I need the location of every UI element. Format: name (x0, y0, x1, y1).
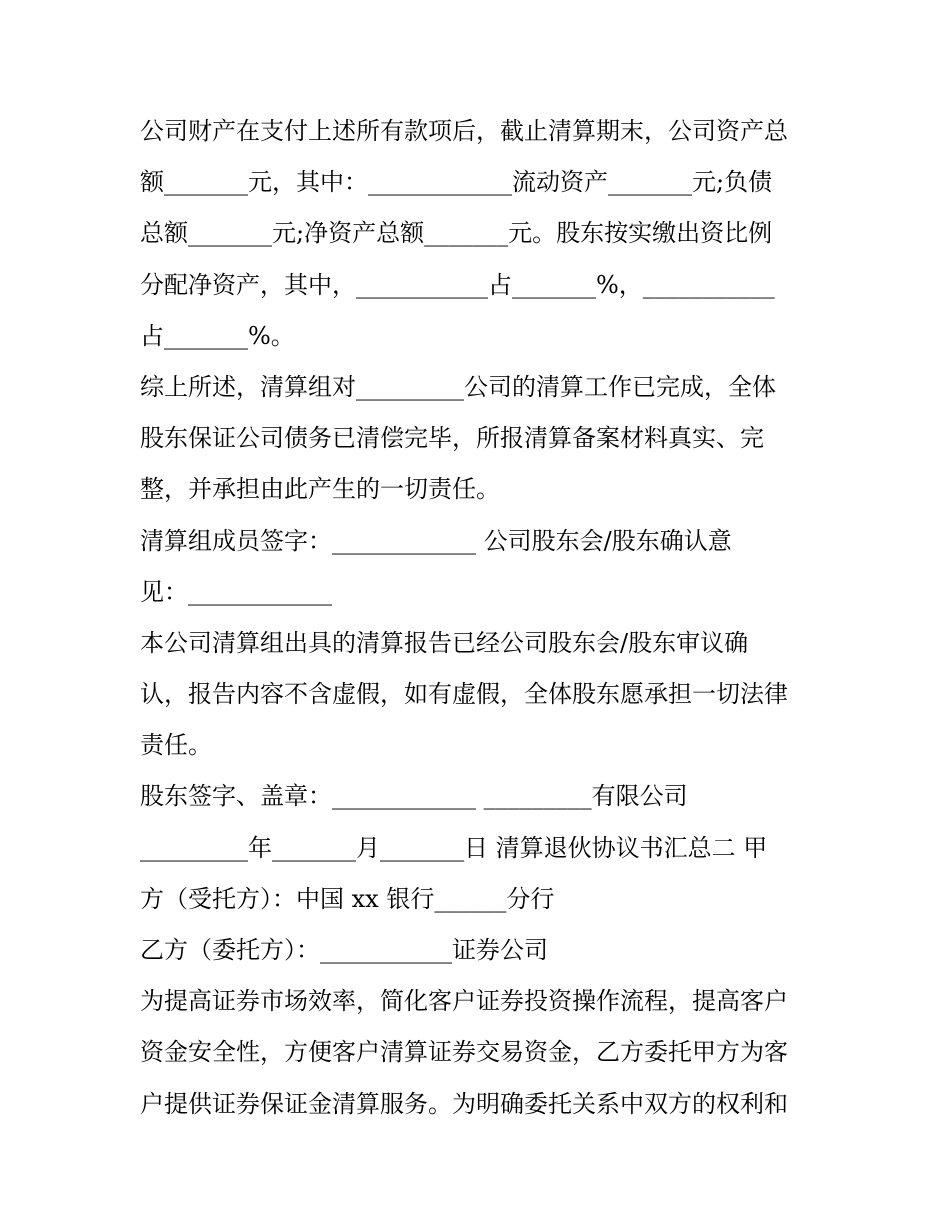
text-line: 公司财产在支付上述所有款项后，截止清算期末，公司资产总 (140, 117, 788, 145)
text-line: 股东签字、盖章：____________ _________有限公司 (140, 782, 688, 811)
text-line: 股东保证公司债务已清偿完毕，所报清算备案材料真实、完 (140, 424, 764, 453)
text-line: 方（受托方）：中国 xx 银行______分行 (140, 884, 555, 913)
text-line: 整，并承担由此产生的一切责任。 (140, 475, 500, 504)
text-line: 认，报告内容不含虚假，如有虚假，全体股东愿承担一切法律 (140, 680, 788, 709)
document-body (140, 106, 820, 1130)
text-line: 本公司清算组出具的清算报告已经公司股东会/股东审议确 (140, 628, 749, 657)
text-line: 综上所述，清算组对_________公司的清算工作已完成，全体 (140, 372, 776, 401)
text-line: 乙方（委托方）：___________证券公司 (140, 936, 548, 964)
text-line: 额_______元，其中：____________流动资产_______元;负债 (140, 168, 773, 197)
text-line: _________年_______月_______日 清算退伙协议书汇总二 甲 (140, 833, 768, 862)
text-line: 资金安全性，方便客户清算证券交易资金，乙方委托甲方为客 (140, 1038, 788, 1067)
text-line: 见：____________ (140, 577, 332, 606)
text-line: 责任。 (140, 731, 212, 760)
text-line: 占_______%。 (140, 321, 295, 350)
text-line: 总额_______元;净资产总额_______元。股东按实缴出资比例 (140, 219, 773, 248)
text-line: 户提供证券保证金清算服务。为明确委托关系中双方的权利和 (140, 1089, 788, 1118)
text-line: 分配净资产，其中，___________占_______%，___________ (140, 270, 775, 299)
text-line: 清算组成员签字：____________ 公司股东会/股东确认意 (140, 526, 732, 555)
text-line: 为提高证券市场效率，简化客户证券投资操作流程，提高客户 (140, 987, 788, 1016)
